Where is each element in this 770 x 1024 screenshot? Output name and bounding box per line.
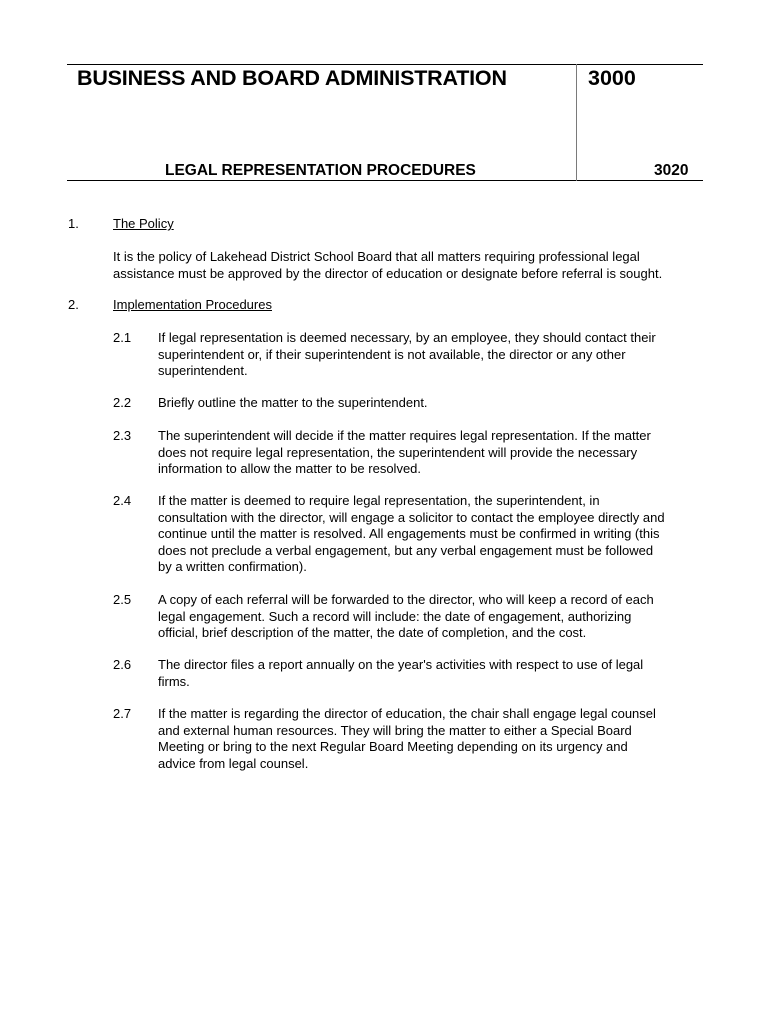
document-number: 3020 — [654, 162, 689, 179]
item-line: consultation with the director, will engage a solicitor to contact the employee directly and — [158, 509, 665, 525]
item-line: official, brief description of the matter, the date of completion, and the cost. — [158, 625, 587, 640]
item-line: superintendent. — [158, 363, 248, 378]
item-line: If legal representation is deemed necessary, by an employee, they should contact their — [158, 330, 656, 345]
item-line: Meeting or bring to the next Regular Board Meeting depending on its urgency and — [158, 739, 628, 754]
item-line: The director files a report annually on the year's activities with respect to use of legal — [158, 657, 644, 672]
section-number: 3000 — [588, 66, 636, 90]
section-title: BUSINESS AND BOARD ADMINISTRATION — [77, 66, 507, 90]
item-line: If the matter is regarding the director of education, the chair shall engage legal counsel — [158, 706, 656, 721]
item-line: continue until the matter is resolved. All engagements must be confirmed in writing (this — [158, 526, 660, 541]
item-line: The superintendent will decide if the matter requires legal representation. If the matter — [158, 428, 651, 443]
section-heading-policy: The Policy — [113, 216, 174, 231]
section-number-2: 2. — [68, 297, 79, 312]
item-line: does not require legal representation, the superintendent will provide the necessary — [158, 444, 638, 460]
item-text-2-4 — [158, 493, 703, 576]
item-number-2-1: 2.1 — [113, 330, 132, 345]
item-line: firms. — [158, 673, 190, 689]
section-number-1: 1. — [68, 216, 79, 231]
item-number-2-7: 2.7 — [113, 706, 132, 721]
item-number-2-6: 2.6 — [113, 657, 132, 672]
item-text-2-1 — [158, 330, 703, 380]
document-title: LEGAL REPRESENTATION PROCEDURES — [165, 162, 476, 179]
item-number-2-5: 2.5 — [113, 592, 132, 607]
item-line: If the matter is deemed to require legal representation, the superintendent, in — [158, 493, 600, 508]
item-line: A copy of each referral will be forwarded to the director, who will keep a record of each — [158, 592, 654, 607]
paragraph-line: It is the policy of Lakehead District School Board that all matters requiring professional legal — [113, 249, 640, 264]
item-text-2-2 — [158, 395, 703, 412]
item-line: advice from legal counsel. — [158, 755, 309, 771]
item-number-2-3: 2.3 — [113, 428, 132, 443]
item-line: Briefly outline the matter to the superintendent. — [158, 395, 428, 410]
item-line: by a written confirmation). — [158, 559, 307, 574]
item-line: does not preclude a verbal engagement, but any verbal engagement must be followed — [158, 542, 654, 558]
item-line: superintendent or, if their superintendent is not available, the director or any other — [158, 346, 626, 362]
item-number-2-2: 2.2 — [113, 395, 132, 410]
item-line: and external human resources. They will bring the matter to either a Special Board — [158, 722, 632, 738]
paragraph-line: assistance must be approved by the director of education or designate before referral is sought. — [113, 265, 663, 281]
item-text-2-5 — [158, 592, 703, 642]
policy-paragraph — [113, 249, 703, 282]
item-text-2-7 — [158, 706, 703, 772]
item-line: legal engagement. Such a record will include: the date of engagement, authorizing — [158, 608, 632, 624]
item-line: information to allow the matter to be resolved. — [158, 461, 422, 476]
section-heading-implementation: Implementation Procedures — [113, 297, 272, 312]
item-text-2-6 — [158, 657, 703, 690]
item-number-2-4: 2.4 — [113, 493, 132, 508]
header-divider — [576, 64, 577, 181]
item-text-2-3 — [158, 428, 703, 478]
